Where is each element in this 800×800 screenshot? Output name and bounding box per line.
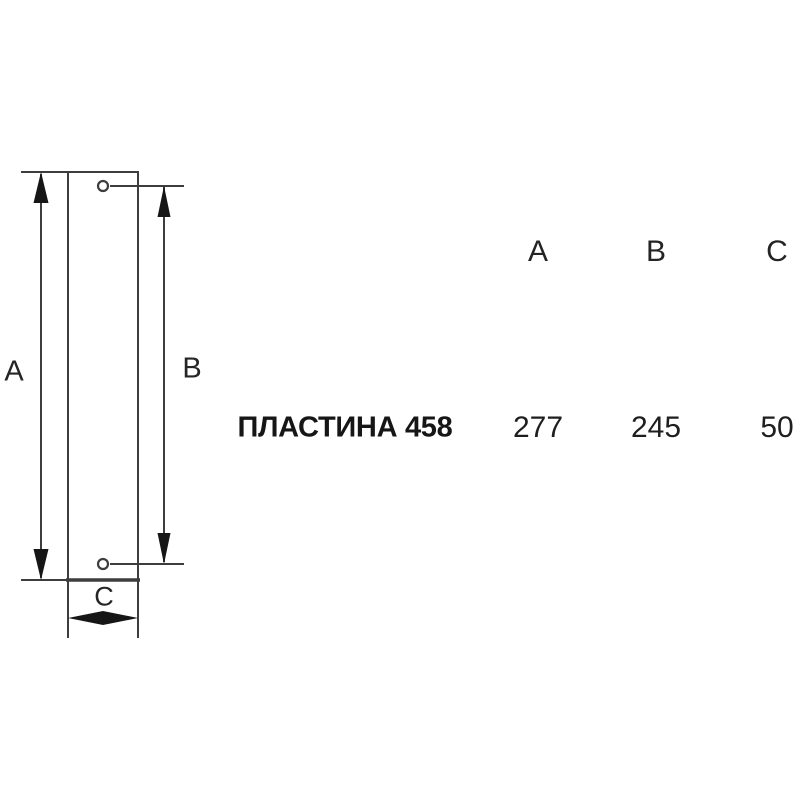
plate-outline bbox=[68, 172, 138, 580]
dim-label-c: C bbox=[94, 581, 114, 612]
screw-hole-bottom bbox=[98, 559, 108, 569]
dim-label-a: A bbox=[4, 355, 24, 388]
dim-c-arrow-left-icon bbox=[68, 611, 103, 625]
dim-b-arrow-up-icon bbox=[158, 186, 171, 217]
spec-column-header-b: B bbox=[645, 235, 667, 268]
spec-column-header-a: A bbox=[527, 235, 549, 268]
spec-value-a: 277 bbox=[512, 411, 564, 444]
dim-label-b: B bbox=[182, 352, 202, 385]
dim-a-arrow-up-icon bbox=[34, 172, 49, 203]
screw-hole-top bbox=[98, 181, 108, 191]
product-name: ПЛАСТИНА 458 bbox=[237, 411, 453, 444]
dim-a-arrow-down-icon bbox=[34, 549, 49, 580]
spec-column-header-c: C bbox=[766, 235, 788, 268]
spec-value-c: 50 bbox=[760, 411, 794, 444]
dim-b-arrow-down-icon bbox=[158, 533, 171, 564]
dim-c-arrow-right-icon bbox=[103, 611, 138, 625]
spec-value-b: 245 bbox=[630, 411, 682, 444]
